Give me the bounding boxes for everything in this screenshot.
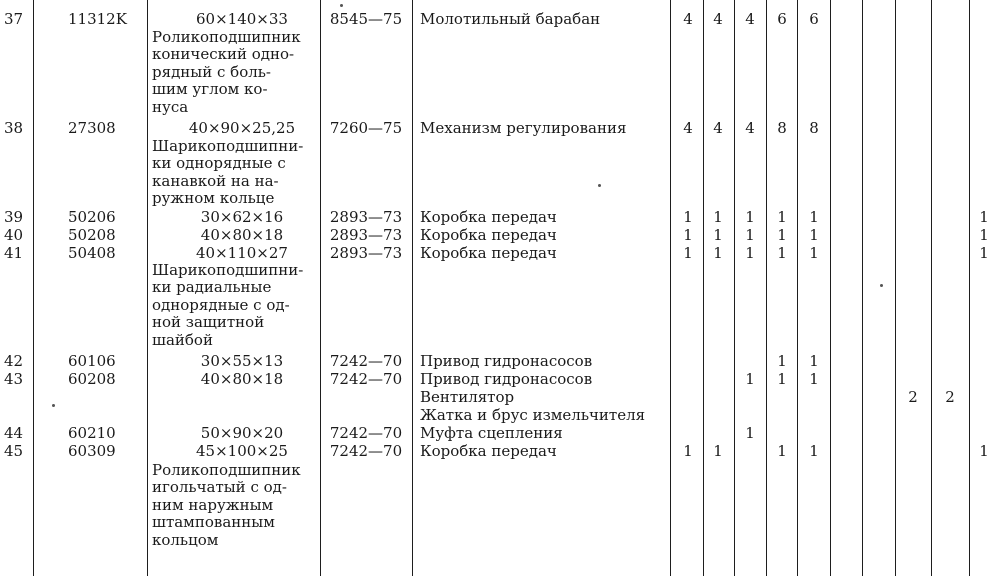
quantity-cell: 1 xyxy=(713,226,723,244)
bearing-code: 11312K xyxy=(68,10,127,28)
gost-standard: 2893—73 xyxy=(329,244,403,262)
quantity-cell: 1 xyxy=(979,208,989,226)
column-rule xyxy=(670,0,671,576)
row-number: 42 xyxy=(4,352,24,370)
heading-line: Роликоподшипник xyxy=(152,461,301,479)
quantity-cell: 1 xyxy=(713,208,723,226)
heading-line: нуса xyxy=(152,97,189,116)
assembly-unit: Молотильный барабан xyxy=(420,10,601,28)
bearing-dimensions: 50×90×20 xyxy=(200,424,284,442)
quantity-cell: 1 xyxy=(809,226,819,244)
gost-standard: 7260—75 xyxy=(329,119,403,137)
quantity-cell: 2 xyxy=(908,388,918,406)
quantity-cell: 4 xyxy=(683,119,693,137)
quantity-cell: 1 xyxy=(745,208,755,226)
quantity-cell: 1 xyxy=(979,442,989,460)
column-rule xyxy=(320,0,321,576)
bearing-dimensions: 30×55×13 xyxy=(200,352,284,370)
assembly-unit: Коробка передач xyxy=(420,226,557,244)
heading-line: штампованным xyxy=(152,513,275,532)
row-number: 39 xyxy=(4,208,24,226)
quantity-cell: 1 xyxy=(777,226,787,244)
quantity-cell: 4 xyxy=(713,10,723,28)
heading-line: кольцом xyxy=(152,530,219,549)
column-rule xyxy=(797,0,798,576)
quantity-cell: 1 xyxy=(745,226,755,244)
column-rule xyxy=(766,0,767,576)
heading-line: Шарикоподшипни- xyxy=(152,261,304,279)
quantity-cell: 8 xyxy=(777,119,787,137)
table-row xyxy=(0,370,1000,388)
quantity-cell: 1 xyxy=(979,244,989,262)
column-rule xyxy=(830,0,831,576)
bearing-code: 60309 xyxy=(68,442,116,460)
quantity-cell: 1 xyxy=(809,352,819,370)
table-row-continuation xyxy=(0,388,1000,406)
heading-line: однорядные с од- xyxy=(152,295,290,314)
bearing-code: 60210 xyxy=(68,424,116,442)
quantity-cell: 1 xyxy=(683,442,693,460)
bearing-dimensions: 30×62×16 xyxy=(200,208,284,226)
heading-line: ружном кольце xyxy=(152,189,275,208)
bearing-dimensions: 60×140×33 xyxy=(196,10,288,28)
assembly-unit: Коробка передач xyxy=(420,208,557,226)
assembly-unit: Вентилятор xyxy=(420,388,515,406)
heading-line: шайбой xyxy=(152,330,213,349)
column-rule xyxy=(147,0,148,576)
bearing-dimensions: 40×80×18 xyxy=(200,226,284,244)
quantity-cell: 1 xyxy=(809,442,819,460)
print-speck xyxy=(880,284,883,287)
row-number: 41 xyxy=(4,244,24,262)
row-number: 40 xyxy=(4,226,24,244)
assembly-unit: Жатка и брус измельчителя xyxy=(420,406,646,424)
row-number: 44 xyxy=(4,424,24,442)
table-row xyxy=(0,226,1000,244)
heading-line: рядный с боль- xyxy=(152,62,271,81)
quantity-cell: 1 xyxy=(809,370,819,388)
print-speck xyxy=(340,4,343,7)
quantity-cell: 2 xyxy=(945,388,955,406)
print-speck xyxy=(52,404,55,407)
quantity-cell: 1 xyxy=(809,208,819,226)
bearing-code: 60106 xyxy=(68,352,116,370)
quantity-cell: 1 xyxy=(777,370,787,388)
assembly-unit: Муфта сцепления xyxy=(420,424,563,442)
bearing-dimensions: 40×110×27 xyxy=(196,244,288,262)
bearing-code: 50408 xyxy=(68,244,116,262)
heading-line: шим углом ко- xyxy=(152,80,268,99)
quantity-cell: 4 xyxy=(745,119,755,137)
quantity-cell: 1 xyxy=(713,442,723,460)
assembly-unit: Привод гидронасосов xyxy=(420,352,593,370)
heading-line: ной защитной xyxy=(152,313,265,332)
quantity-cell: 1 xyxy=(809,244,819,262)
bearing-type-heading xyxy=(152,462,314,549)
table-row xyxy=(0,119,1000,137)
gost-standard: 7242—70 xyxy=(329,424,403,442)
quantity-cell: 4 xyxy=(745,10,755,28)
row-number: 37 xyxy=(4,10,24,28)
assembly-unit: Привод гидронасосов xyxy=(420,370,593,388)
gost-standard: 7242—70 xyxy=(329,442,403,460)
quantity-cell: 1 xyxy=(745,244,755,262)
quantity-cell: 1 xyxy=(745,370,755,388)
bearing-code: 50208 xyxy=(68,226,116,244)
column-rule xyxy=(895,0,896,576)
row-number: 38 xyxy=(4,119,24,137)
assembly-unit: Коробка передач xyxy=(420,244,557,262)
column-rule xyxy=(33,0,34,576)
bearing-type-heading xyxy=(152,29,314,116)
row-number: 43 xyxy=(4,370,24,388)
column-rule xyxy=(703,0,704,576)
heading-line: ки однорядные с xyxy=(152,154,286,173)
bearing-code: 60208 xyxy=(68,370,116,388)
heading-line: Роликоподшипник xyxy=(152,28,301,46)
gost-standard: 7242—70 xyxy=(329,352,403,370)
quantity-cell: 1 xyxy=(777,442,787,460)
bearing-code: 27308 xyxy=(68,119,116,137)
column-rule xyxy=(931,0,932,576)
quantity-cell: 1 xyxy=(777,244,787,262)
table-row xyxy=(0,244,1000,262)
table-row xyxy=(0,352,1000,370)
gost-standard: 8545—75 xyxy=(329,10,403,28)
gost-standard: 7242—70 xyxy=(329,370,403,388)
bearing-dimensions: 40×80×18 xyxy=(200,370,284,388)
quantity-cell: 6 xyxy=(777,10,787,28)
bearing-dimensions: 45×100×25 xyxy=(196,442,288,460)
bearing-dimensions: 40×90×25,25 xyxy=(188,119,296,137)
column-rule xyxy=(412,0,413,576)
bearing-type-heading xyxy=(152,138,314,208)
heading-line: Шарикоподшипни- xyxy=(152,137,304,155)
heading-line: ним наружным xyxy=(152,495,274,514)
gost-standard: 2893—73 xyxy=(329,208,403,226)
quantity-cell: 1 xyxy=(979,226,989,244)
quantity-cell: 1 xyxy=(683,226,693,244)
quantity-cell: 4 xyxy=(713,119,723,137)
quantity-cell: 1 xyxy=(683,208,693,226)
quantity-cell: 4 xyxy=(683,10,693,28)
quantity-cell: 1 xyxy=(745,424,755,442)
table-row xyxy=(0,424,1000,442)
heading-line: конический одно- xyxy=(152,45,295,64)
table-row xyxy=(0,10,1000,28)
table-row-continuation xyxy=(0,406,1000,424)
gost-standard: 2893—73 xyxy=(329,226,403,244)
quantity-cell: 1 xyxy=(683,244,693,262)
column-rule xyxy=(969,0,970,576)
table-row xyxy=(0,442,1000,460)
quantity-cell: 8 xyxy=(809,119,819,137)
row-number: 45 xyxy=(4,442,24,460)
heading-line: игольчатый с од- xyxy=(152,478,287,497)
bearing-code: 50206 xyxy=(68,208,116,226)
column-rule xyxy=(862,0,863,576)
quantity-cell: 1 xyxy=(777,352,787,370)
quantity-cell: 1 xyxy=(777,208,787,226)
heading-line: канавкой на на- xyxy=(152,171,279,190)
assembly-unit: Коробка передач xyxy=(420,442,557,460)
print-speck xyxy=(598,184,601,187)
heading-line: ки радиальные xyxy=(152,278,272,297)
quantity-cell: 1 xyxy=(713,244,723,262)
table-row xyxy=(0,208,1000,226)
bearing-type-heading xyxy=(152,262,314,349)
column-rule xyxy=(734,0,735,576)
quantity-cell: 6 xyxy=(809,10,819,28)
assembly-unit: Механизм регулирования xyxy=(420,119,627,137)
